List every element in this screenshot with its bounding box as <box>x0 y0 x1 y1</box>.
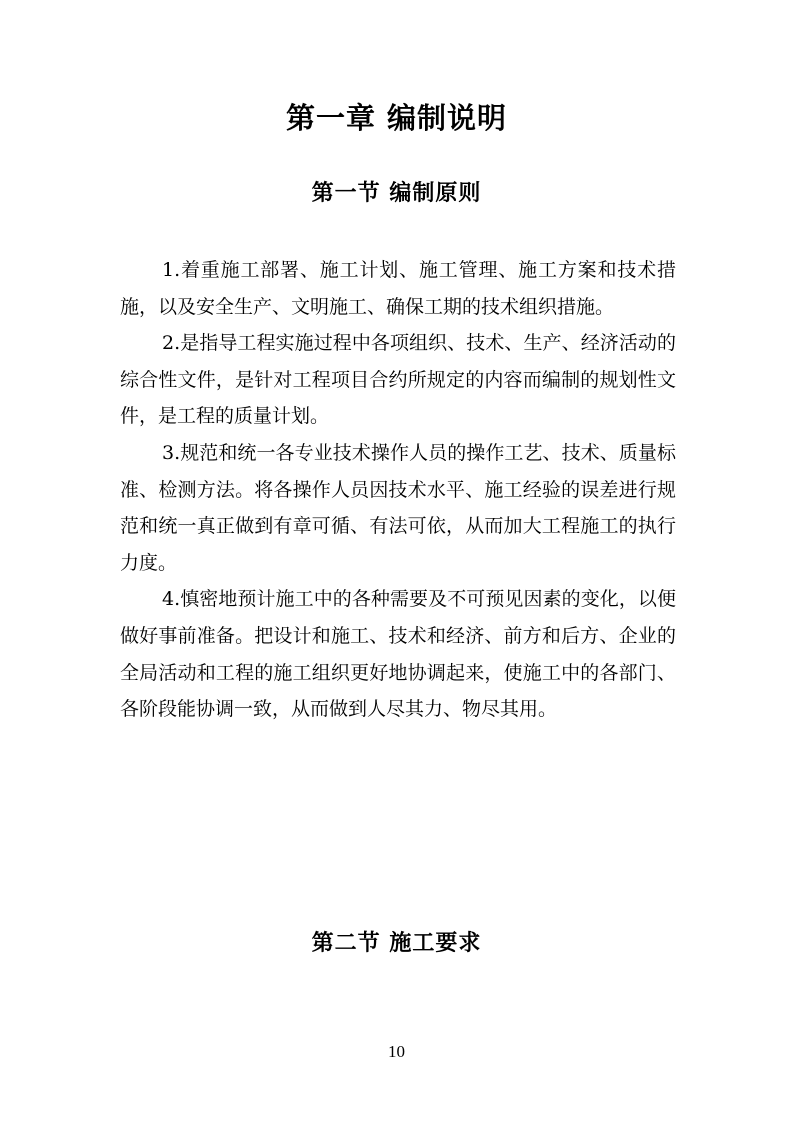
section-title-2: 第二节 施工要求 <box>311 931 482 956</box>
paragraph-2: 2.是指导工程实施过程中各项组织、技术、生产、经济活动的综合性文件，是针对工程项目合约所规定的内容而编制的规划性文件，是工程的质量计划。 <box>120 332 676 428</box>
paragraph-4: 4.慎密地预计施工中的各种需要及不可预见因素的变化，以便做好事前准备。把设计和施工、技术和经济、前方和后方、企业的全局活动和工程的施工组织更好地协调起来，使施工中的各部门、各阶段能协调一致，从而做到人尽其力、物尽其用。 <box>120 588 676 721</box>
page-number: 10 <box>388 1042 405 1061</box>
paragraph-1: 1.着重施工部署、施工计划、施工管理、施工方案和技术措施，以及安全生产、文明施工、确保工期的技术组织措施。 <box>120 259 676 318</box>
section-title-1: 第一节 编制原则 <box>311 181 482 206</box>
chapter-title: 第一章 编制说明 <box>285 101 508 135</box>
paragraph-3: 3.规范和统一各专业技术操作人员的操作工艺、技术、质量标准、检测方法。将各操作人员因技术水平、施工经验的误差进行规范和统一真正做到有章可循、有法可依，从而加大工程施工的执行力度。 <box>120 441 676 574</box>
section-1-body <box>120 252 676 728</box>
